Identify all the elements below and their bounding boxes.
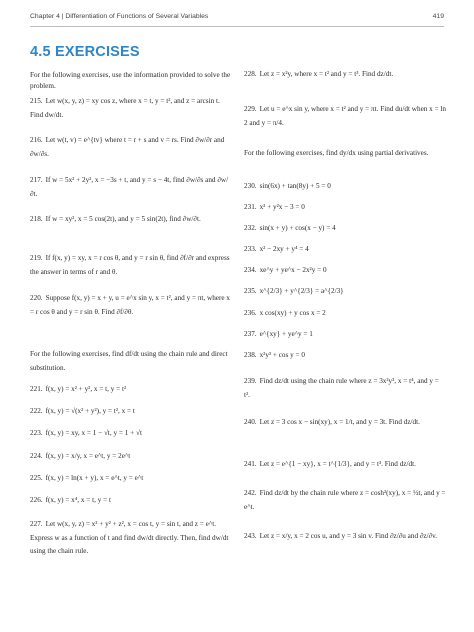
section-title: 4.5 EXERCISES (30, 44, 140, 60)
exercise-223: 223. f(x, y) = xy, x = 1 − √t, y = 1 + √t (30, 429, 142, 437)
exercise-238: 238. x²y³ + cos y = 0 (244, 351, 305, 359)
instruction-text: For the following exercises, find dy/dx using partial derivatives. (244, 149, 429, 157)
exercise-221: 221. f(x, y) = x² + y², x = t, y = t² (30, 385, 127, 393)
exercise-236: 236. x cos(xy) + y cos x = 2 (244, 309, 326, 317)
exercise-234: 234. xe^y + ye^x − 2x²y = 0 (244, 266, 327, 274)
page-header (30, 10, 444, 27)
exercise-231: 231. x³ + y²x − 3 = 0 (244, 203, 305, 211)
exercise-237: 237. e^{xy} + ye^y = 1 (244, 330, 313, 338)
instruction-text: For the following exercises, find df/dt using the chain rule and direct substitution. (30, 350, 228, 372)
exercise-235: 235. x^{2/3} + y^{2/3} = a^{2/3} (244, 287, 344, 295)
exercise-229: 229. Let u = e^x sin y, where x = t² and y = πt. Find du/dt when x = ln 2 and y = π/4. (244, 105, 446, 127)
exercise-233: 233. x² − 2xy + y⁴ = 4 (244, 245, 309, 253)
exercise-243: 243. Let z = x/y, x = 2 cos u, and y = 3 sin v. Find ∂z/∂u and ∂z/∂v. (244, 532, 438, 540)
exercise-226: 226. f(x, y) = x⁴, x = t, y = t (30, 496, 111, 504)
exercise-224: 224. f(x, y) = x/y, x = e^t, y = 2e^t (30, 452, 131, 460)
exercise-215: 215. Let w(x, y, z) = xy cos z, where x = t, y = t², and z = arcsin t. Find dw/dt. (30, 97, 220, 119)
exercise-230: 230. sin(6x) + tan(8y) + 5 = 0 (244, 182, 331, 190)
exercise-227: 227. Let w(x, y, z) = x² + y² + z², x = cos t, y = sin t, and z = e^t. Express w as a function of t and find dw/dt directly. Then, find dw/dt using the chain rule. (30, 520, 229, 555)
exercise-242: 242. Find dz/dt by the chain rule where z = cosh²(xy), x = ½t, and y = e^t. (244, 489, 446, 511)
exercise-222: 222. f(x, y) = √(x² + y²), y = t², x = t (30, 407, 135, 415)
exercise-241: 241. Let z = e^{1 − xy}, x = t^{1/3}, and y = t³. Find dz/dt. (244, 460, 416, 468)
exercise-218: 218. If w = xy², x = 5 cos(2t), and y = 5 sin(2t), find ∂w/∂t. (30, 215, 201, 223)
exercise-217: 217. If w = 5x² + 2y², x = −3s + t, and y = s − 4t, find ∂w/∂s and ∂w/∂t. (30, 176, 229, 198)
page-number: 419 (432, 13, 444, 20)
exercise-228: 228. Let z = x²y, where x = t² and y = t³. Find dz/dt. (244, 70, 394, 78)
exercise-216: 216. Let w(t, v) = e^{tv} where t = r + s and v = rs. Find ∂w/∂r and ∂w/∂s. (30, 136, 225, 158)
instruction-text: For the following exercises, use the information provided to solve the problem. (30, 71, 231, 90)
exercise-225: 225. f(x, y) = ln(x + y), x = e^t, y = e^t (30, 474, 144, 482)
exercise-219: 219. If f(x, y) = xy, x = r cos θ, and y = r sin θ, find ∂f/∂r and express the answer in terms of r and θ. (30, 254, 230, 276)
exercise-220: 220. Suppose f(x, y) = x + y, u = e^x sin y, x = t², and y = πt, where x = r cos θ and y = r sin θ. Find ∂f/∂θ. (30, 294, 230, 316)
exercise-232: 232. sin(x + y) + cos(x − y) = 4 (244, 224, 336, 232)
exercise-240: 240. Let z = 3 cos x − sin(xy), x = 1/t, and y = 3t. Find dz/dt. (244, 418, 420, 426)
exercise-239: 239. Find dz/dt using the chain rule where z = 3x²y³, x = t⁴, and y = t². (244, 377, 439, 399)
chapter-title: Chapter 4 | Differentiation of Functions of Several Variables (30, 13, 209, 20)
